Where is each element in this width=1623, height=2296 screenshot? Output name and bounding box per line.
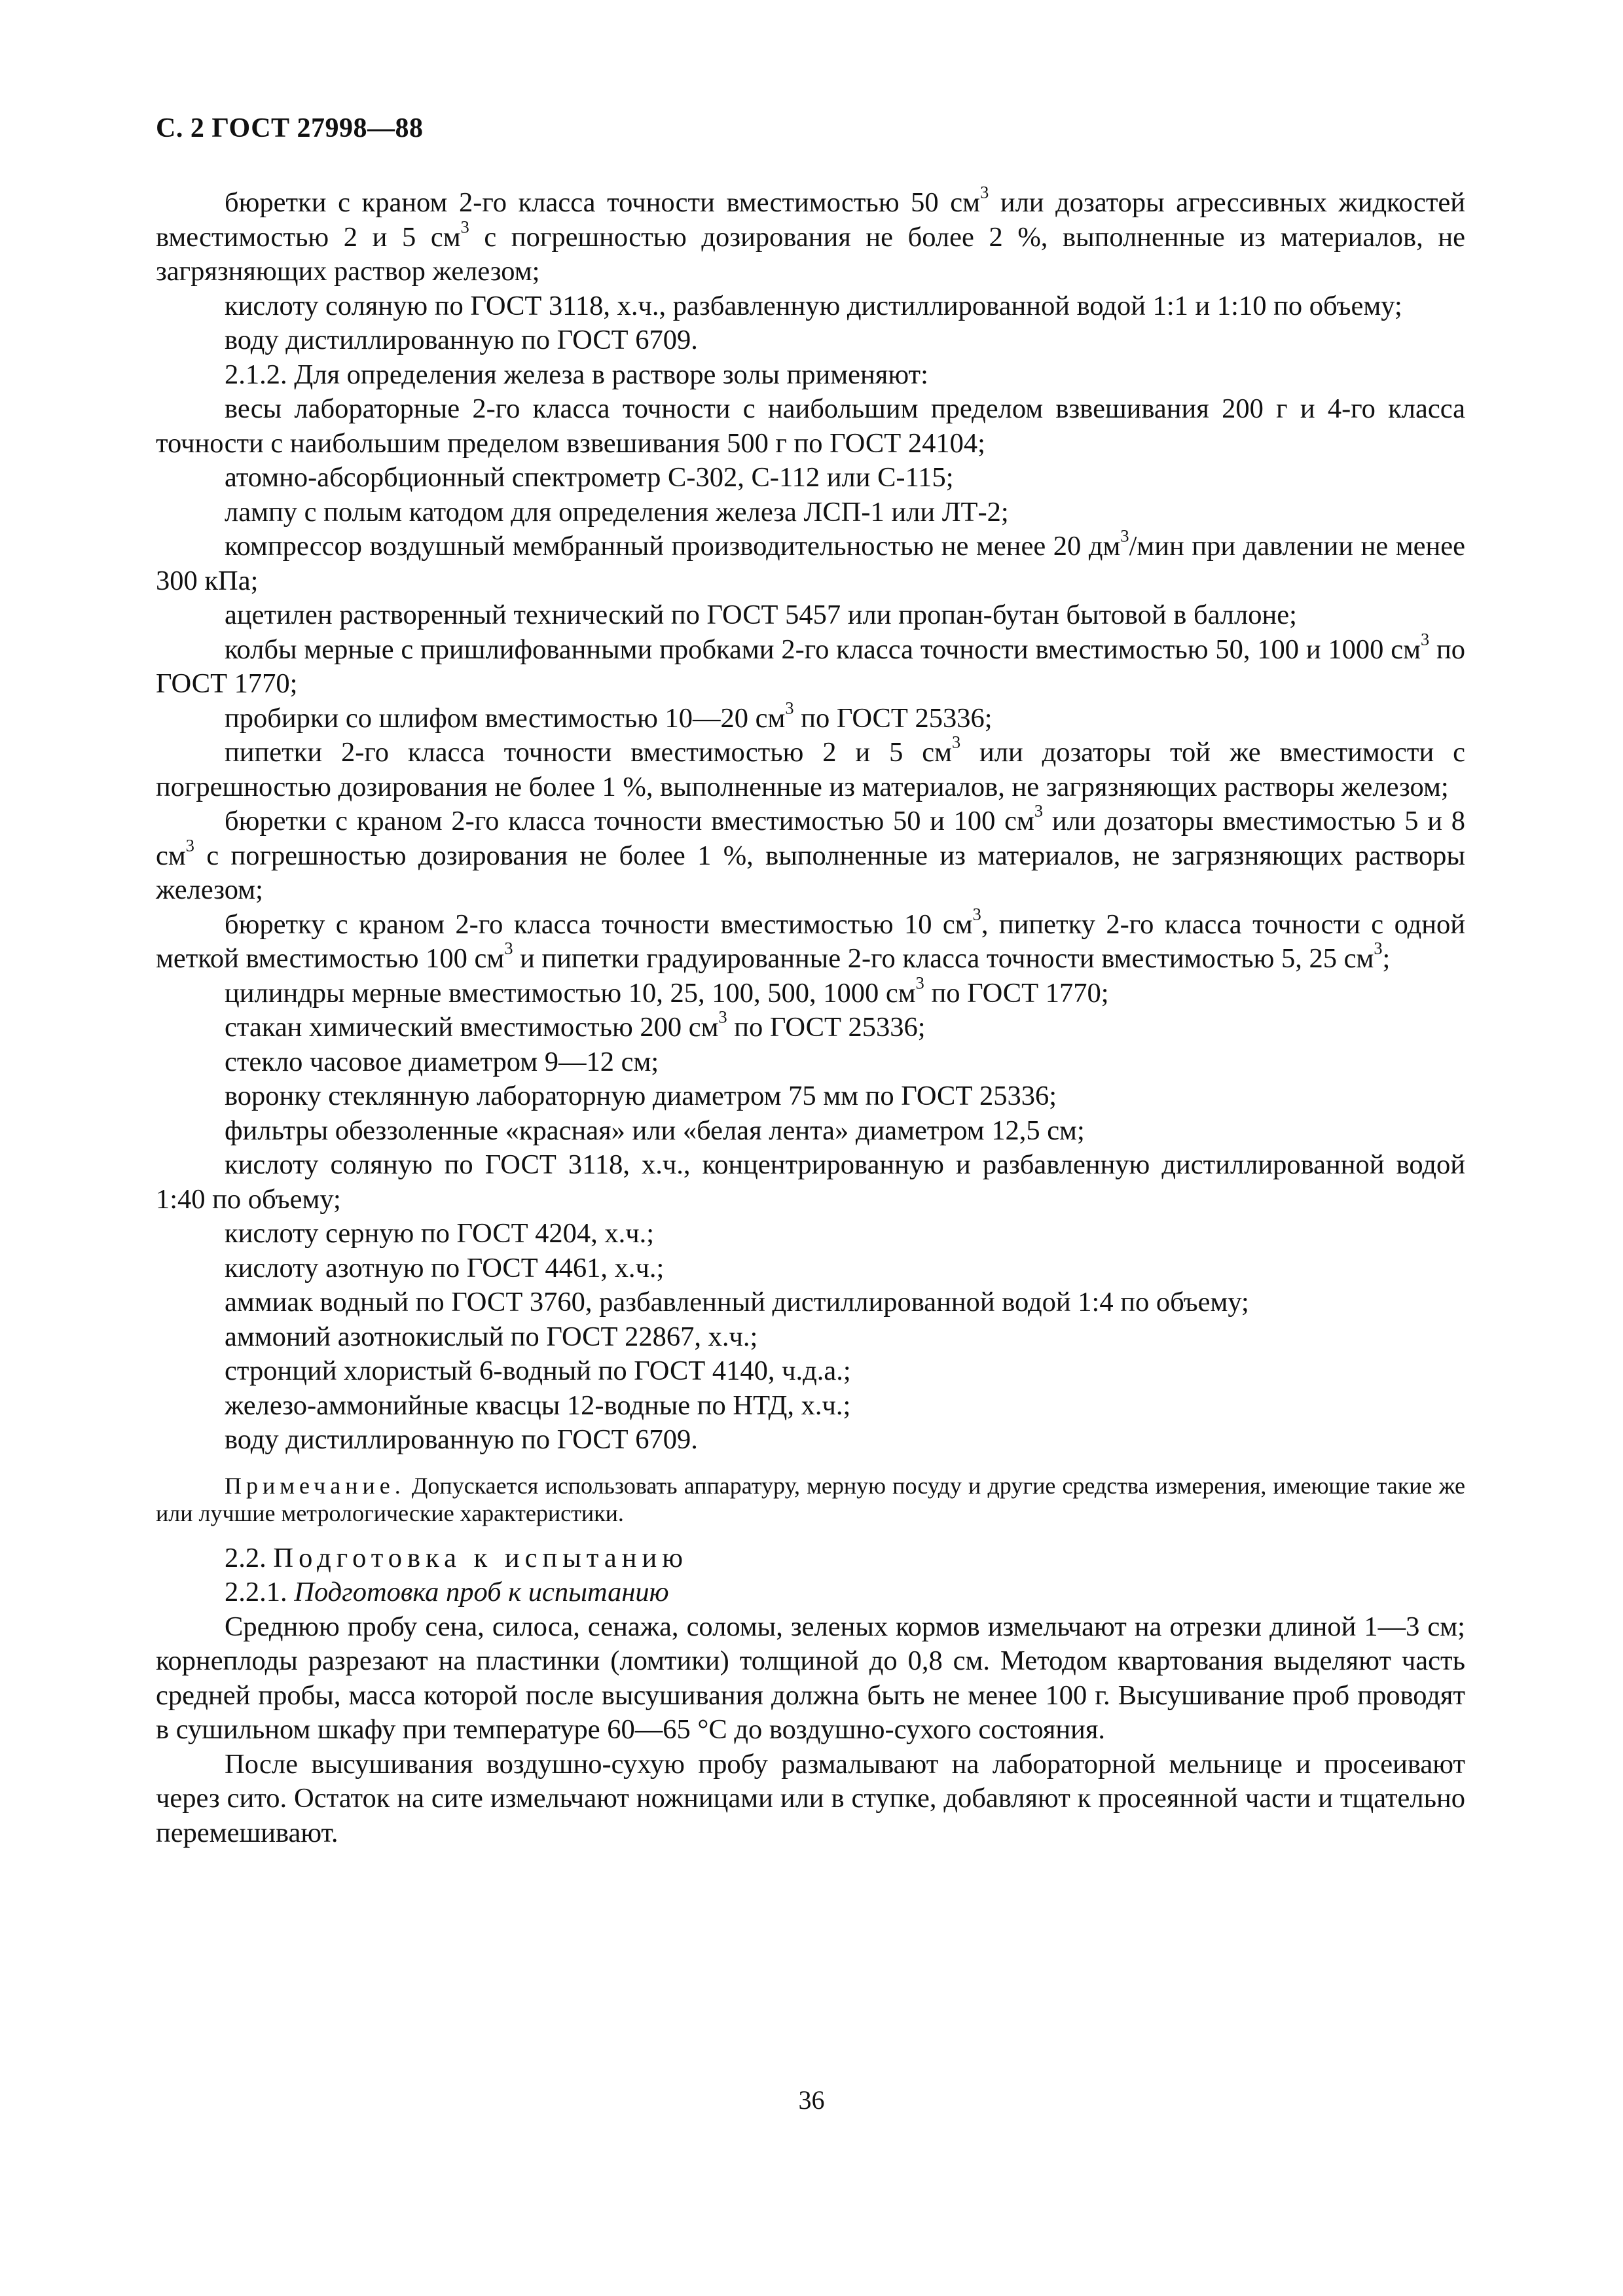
section-number: 2.2. [225, 1542, 274, 1573]
paragraph-text: бюретки с краном 2-го класса точности вместимостью 50 см [225, 187, 981, 218]
paragraph-text: по ГОСТ 1770; [156, 634, 1465, 699]
paragraph: воронку стеклянную лабораторную диаметром 75 мм по ГОСТ 25336; [225, 1081, 1057, 1111]
superscript: 3 [185, 835, 194, 855]
paragraph-text: с погрешностью дозирования не более 2 %, выполненные из материалов, не загрязняющих раствор железом; [156, 221, 1465, 287]
paragraph-text: и пипетки градуированные 2-го класса точности вместимостью 5, 25 см [513, 943, 1374, 974]
paragraph: стронций хлористый 6-водный по ГОСТ 4140, ч.д.а.; [225, 1355, 851, 1386]
paragraph-text: ; [1382, 943, 1391, 974]
paragraph-text: бюретки с краном 2-го класса точности вместимостью 50 и 100 см [225, 806, 1034, 836]
superscript: 3 [972, 904, 981, 924]
paragraph [156, 973, 1465, 1011]
paragraph-text: /мин при давлении не менее 300 кПа; [156, 531, 1465, 596]
paragraph [156, 629, 1465, 702]
subsection-heading [156, 1575, 1465, 1610]
paragraph: воду дистиллированную по ГОСТ 6709. [225, 1424, 698, 1455]
paragraph-text: бюретку с краном 2-го класса точности вместимостью 10 см [225, 908, 973, 940]
paragraph-text: пробирки со шлифом вместимостью 10—20 см [225, 702, 786, 734]
document-body [156, 183, 1466, 1850]
note-text: Допускается использовать аппаратуру, мерную посуду и другие средства измерения, имеющие такие же или лучшие метрологические характеристики. [156, 1472, 1465, 1526]
paragraph: аммиак водный по ГОСТ 3760, разбавленный дистиллированной водой 1:4 по объему; [225, 1287, 1249, 1318]
superscript: 3 [1374, 939, 1383, 958]
paragraph: кислоту соляную по ГОСТ 3118, х.ч., разбавленную дистиллированной водой 1:1 и 1:10 по объему; [225, 290, 1402, 321]
paragraph: Среднюю пробу сена, силоса, сенажа, соломы, зеленых кормов измельчают на отрезки длиной 1—3 см; корнеплоды разрезают на пластинки (ломтики) толщиной до 0,8 см. Методом квартования выделяют часть средней пробы, масса которой после высушивания должна быть не менее 100 г. Высушивание проб проводят в сушильном шкафу при температуре 60—65 °С до воздушно-сухого состояния. [156, 1611, 1465, 1745]
paragraph-text: компрессор воздушный мембранный производительностью не менее 20 дм [225, 531, 1121, 562]
paragraph-text: или дозаторы вместимостью 5 и 8 см [156, 806, 1465, 871]
paragraph-text: , пипетку 2-го класса точности с одной меткой вместимостью 100 см [156, 908, 1465, 974]
page-number: 36 [798, 2085, 825, 2115]
paragraph: воду дистиллированную по ГОСТ 6709. [225, 325, 698, 355]
paragraph: аммоний азотнокислый по ГОСТ 22867, х.ч.; [225, 1321, 758, 1352]
paragraph-text: по ГОСТ 25336; [793, 702, 993, 734]
paragraph: весы лабораторные 2-го класса точности с наибольшим пределом взвешивания 200 г и 4-го класса точности с наибольшим пределом взвешивания 500 г по ГОСТ 24104; [156, 393, 1465, 459]
superscript: 3 [980, 183, 989, 202]
superscript: 3 [785, 698, 794, 717]
section-number: 2.2.1. [225, 1577, 295, 1607]
paragraph: кислоту серную по ГОСТ 4204, х.ч.; [225, 1218, 655, 1249]
paragraph-text: пипетки 2-го класса точности вместимостью 2 и 5 см [225, 737, 952, 768]
superscript: 3 [1120, 526, 1129, 546]
paragraph: лампу с полым катодом для определения железа ЛСП-1 или ЛТ-2; [225, 496, 1009, 528]
paragraph: стекло часовое диаметром 9—12 см; [225, 1046, 659, 1077]
superscript: 3 [1034, 801, 1044, 821]
paragraph [156, 801, 1465, 908]
paragraph [156, 183, 1466, 289]
paragraph [156, 1007, 1465, 1045]
section-heading [156, 1541, 1465, 1576]
superscript: 3 [504, 939, 513, 958]
paragraph: железо-аммонийные квасцы 12-водные по НТД, х.ч.; [225, 1390, 851, 1421]
section-title: Подготовка к испытанию [273, 1542, 688, 1573]
paragraph [156, 732, 1465, 804]
note-paragraph [156, 1472, 1465, 1527]
paragraph: кислоту соляную по ГОСТ 3118, х.ч., концентрированную и разбавленную дистиллированной водой 1:40 по объему; [156, 1149, 1465, 1215]
paragraph-text: колбы мерные с пришлифованными пробками 2-го класса точности вместимостью 50, 100 и 1000 см [225, 634, 1421, 665]
paragraph: 2.1.2. Для определения железа в растворе золы применяют: [225, 359, 928, 390]
superscript: 3 [1421, 629, 1430, 649]
paragraph-text: или дозаторы той же вместимости с погрешностью дозирования не более 1 %, выполненные из материалов, не загрязняющих растворы железом; [156, 737, 1465, 802]
paragraph-text: по ГОСТ 25336; [727, 1012, 926, 1043]
paragraph [156, 526, 1465, 598]
paragraph-text: по ГОСТ 1770; [924, 977, 1109, 1009]
paragraph: фильтры обеззоленные «красная» или «белая лента» диаметром 12,5 см; [225, 1115, 1085, 1146]
paragraph: кислоту азотную по ГОСТ 4461, х.ч.; [225, 1252, 665, 1283]
superscript: 3 [915, 973, 924, 992]
paragraph: ацетилен растворенный технический по ГОСТ 5457 или пропан-бутан бытовой в баллоне; [225, 600, 1297, 630]
paragraph-text: или дозаторы агрессивных жидкостей вместимостью 2 и 5 см [156, 187, 1466, 253]
superscript: 3 [951, 732, 961, 752]
paragraph: атомно-абсорбционный спектрометр С-302, С-112 или С-115; [225, 462, 954, 493]
section-title: Подготовка проб к испытанию [294, 1577, 669, 1607]
paragraph: После высушивания воздушно-сухую пробу размалывают на лабораторной мельнице и просеивают через сито. Остаток на сите измельчают ножницами или в ступке, добавляют к просеянной части и тщательно перемешивают. [156, 1748, 1465, 1848]
paragraph [156, 698, 1465, 736]
paragraph [156, 904, 1465, 977]
superscript: 3 [460, 217, 469, 236]
paragraph-text: стакан химический вместимостью 200 см [225, 1012, 719, 1043]
note-label: Примечание. [225, 1472, 405, 1499]
paragraph-text: цилиндры мерные вместимостью 10, 25, 100, 500, 1000 см [225, 977, 916, 1009]
page-header: С. 2 ГОСТ 27998—88 [156, 113, 424, 143]
paragraph-text: с погрешностью дозирования не более 1 %, выполненные из материалов, не загрязняющих растворы железом; [156, 840, 1465, 905]
superscript: 3 [718, 1007, 727, 1027]
